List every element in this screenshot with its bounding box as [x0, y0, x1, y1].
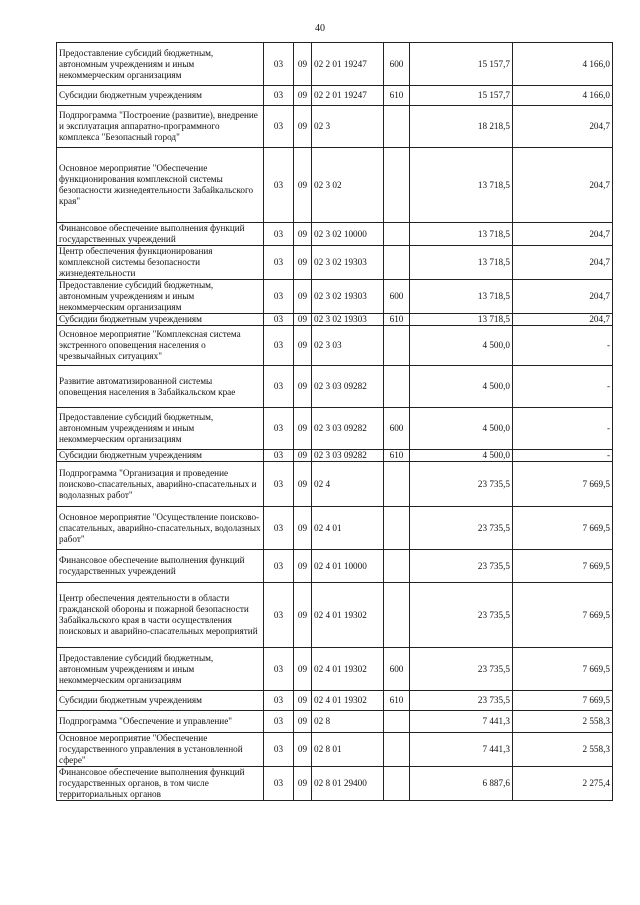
row-section: 03: [264, 43, 294, 86]
row-target-code: 02 4 01 19302: [312, 648, 384, 691]
row-name: Предоставление субсидий бюджетным, автономным учреждениям и иным некоммерческим организациям: [57, 408, 264, 450]
row-section: 03: [264, 246, 294, 280]
row-amount-actual: -: [513, 450, 613, 462]
table-row: [57, 450, 613, 462]
row-amount-actual: 204,7: [513, 314, 613, 326]
row-name: Финансовое обеспечение выполнения функций государственных учреждений: [57, 223, 264, 246]
row-name: Предоставление субсидий бюджетным, автономным учреждениям и иным некоммерческим организациям: [57, 280, 264, 314]
row-subsection: 09: [294, 106, 312, 148]
row-amount-actual: 2 558,3: [513, 711, 613, 733]
row-expense-type: 600: [384, 43, 410, 86]
table-row: [57, 223, 613, 246]
row-expense-type: [384, 583, 410, 648]
row-target-code: 02 3 02 10000: [312, 223, 384, 246]
row-subsection: 09: [294, 550, 312, 583]
row-name: Финансовое обеспечение выполнения функций государственных органов, в том числе территориальных органов: [57, 767, 264, 801]
row-name: Финансовое обеспечение выполнения функций государственных учреждений: [57, 550, 264, 583]
row-amount-actual: -: [513, 326, 613, 366]
row-name: Подпрограмма "Построение (развитие), внедрение и эксплуатация аппаратно-программного комплекса "Безопасный город": [57, 106, 264, 148]
row-amount-actual: 204,7: [513, 223, 613, 246]
row-expense-type: 610: [384, 314, 410, 326]
page-number: 40: [315, 23, 325, 34]
row-amount-plan: 15 157,7: [410, 86, 513, 106]
row-expense-type: [384, 711, 410, 733]
table-row: [57, 314, 613, 326]
row-target-code: 02 3 02 19303: [312, 246, 384, 280]
row-subsection: 09: [294, 648, 312, 691]
row-section: 03: [264, 507, 294, 550]
row-target-code: 02 4 01: [312, 507, 384, 550]
row-amount-plan: 18 218,5: [410, 106, 513, 148]
row-amount-plan: 4 500,0: [410, 450, 513, 462]
row-amount-plan: 23 735,5: [410, 550, 513, 583]
row-amount-actual: 7 669,5: [513, 648, 613, 691]
row-subsection: 09: [294, 246, 312, 280]
row-target-code: 02 3 02: [312, 148, 384, 223]
row-section: 03: [264, 648, 294, 691]
row-name: Центр обеспечения функционирования комплексной системы безопасности жизнедеятельности: [57, 246, 264, 280]
row-subsection: 09: [294, 314, 312, 326]
row-expense-type: [384, 507, 410, 550]
row-name: Предоставление субсидий бюджетным, автономным учреждениям и иным некоммерческим организациям: [57, 648, 264, 691]
row-target-code: 02 3: [312, 106, 384, 148]
row-amount-plan: 4 500,0: [410, 326, 513, 366]
row-expense-type: [384, 462, 410, 507]
row-name: Основное мероприятие "Обеспечение государственного управления в установленной сфере": [57, 733, 264, 767]
row-subsection: 09: [294, 462, 312, 507]
row-target-code: 02 3 03 09282: [312, 366, 384, 408]
row-subsection: 09: [294, 366, 312, 408]
row-amount-plan: 23 735,5: [410, 648, 513, 691]
row-subsection: 09: [294, 583, 312, 648]
row-name: Основное мероприятие "Осуществление поисково-спасательных, аварийно-спасательных, водолазных работ": [57, 507, 264, 550]
row-amount-plan: 4 500,0: [410, 366, 513, 408]
row-expense-type: [384, 326, 410, 366]
row-section: 03: [264, 462, 294, 507]
row-subsection: 09: [294, 148, 312, 223]
row-section: 03: [264, 314, 294, 326]
row-name: Подпрограмма "Обеспечение и управление": [57, 711, 264, 733]
row-subsection: 09: [294, 733, 312, 767]
row-amount-actual: -: [513, 408, 613, 450]
table-row: [57, 691, 613, 711]
row-name: Предоставление субсидий бюджетным, автономным учреждениям и иным некоммерческим организациям: [57, 43, 264, 86]
row-amount-plan: 15 157,7: [410, 43, 513, 86]
table-row: [57, 711, 613, 733]
row-target-code: 02 3 02 19303: [312, 314, 384, 326]
row-amount-plan: 23 735,5: [410, 583, 513, 648]
row-amount-actual: 7 669,5: [513, 583, 613, 648]
row-amount-actual: 7 669,5: [513, 462, 613, 507]
row-expense-type: 610: [384, 450, 410, 462]
row-amount-actual: 4 166,0: [513, 43, 613, 86]
table-row: [57, 106, 613, 148]
row-section: 03: [264, 711, 294, 733]
table-row: [57, 507, 613, 550]
row-name: Основное мероприятие "Обеспечение функционирования комплексной системы безопасности жизнедеятельности Забайкальского края": [57, 148, 264, 223]
row-section: 03: [264, 326, 294, 366]
row-target-code: 02 2 01 19247: [312, 43, 384, 86]
table-row: [57, 43, 613, 86]
row-section: 03: [264, 106, 294, 148]
row-name: Основное мероприятие "Комплексная система экстренного оповещения населения о чрезвычайных ситуациях": [57, 326, 264, 366]
table-row: [57, 366, 613, 408]
row-amount-actual: -: [513, 366, 613, 408]
table-row: [57, 733, 613, 767]
row-target-code: 02 8: [312, 711, 384, 733]
table-row: [57, 280, 613, 314]
row-subsection: 09: [294, 86, 312, 106]
row-target-code: 02 3 02 19303: [312, 280, 384, 314]
row-subsection: 09: [294, 326, 312, 366]
row-section: 03: [264, 450, 294, 462]
row-amount-actual: 204,7: [513, 148, 613, 223]
row-target-code: 02 4 01 19302: [312, 583, 384, 648]
row-name: Субсидии бюджетным учреждениям: [57, 691, 264, 711]
row-subsection: 09: [294, 408, 312, 450]
row-target-code: 02 3 03 09282: [312, 450, 384, 462]
row-section: 03: [264, 366, 294, 408]
row-expense-type: [384, 733, 410, 767]
row-section: 03: [264, 767, 294, 801]
row-expense-type: [384, 550, 410, 583]
table-row: [57, 648, 613, 691]
row-amount-actual: 2 558,3: [513, 733, 613, 767]
row-target-code: 02 3 03 09282: [312, 408, 384, 450]
row-amount-plan: 6 887,6: [410, 767, 513, 801]
row-section: 03: [264, 280, 294, 314]
row-name: Субсидии бюджетным учреждениям: [57, 450, 264, 462]
table-row: [57, 246, 613, 280]
row-subsection: 09: [294, 507, 312, 550]
row-section: 03: [264, 223, 294, 246]
table-row: [57, 550, 613, 583]
row-amount-actual: 7 669,5: [513, 550, 613, 583]
row-section: 03: [264, 550, 294, 583]
row-expense-type: [384, 106, 410, 148]
row-expense-type: [384, 246, 410, 280]
row-amount-plan: 7 441,3: [410, 711, 513, 733]
row-expense-type: 600: [384, 280, 410, 314]
row-target-code: 02 8 01: [312, 733, 384, 767]
row-amount-plan: 23 735,5: [410, 691, 513, 711]
row-section: 03: [264, 691, 294, 711]
row-amount-actual: 204,7: [513, 246, 613, 280]
table-row: [57, 462, 613, 507]
row-amount-plan: 13 718,5: [410, 314, 513, 326]
row-expense-type: [384, 767, 410, 801]
row-subsection: 09: [294, 767, 312, 801]
row-name: Подпрограмма "Организация и проведение поисково-спасательных, аварийно-спасательных и водолазных работ": [57, 462, 264, 507]
row-target-code: 02 2 01 19247: [312, 86, 384, 106]
row-amount-actual: 2 275,4: [513, 767, 613, 801]
row-target-code: 02 8 01 29400: [312, 767, 384, 801]
row-expense-type: 600: [384, 408, 410, 450]
row-expense-type: [384, 223, 410, 246]
table-row: [57, 408, 613, 450]
row-amount-plan: 23 735,5: [410, 462, 513, 507]
row-amount-plan: 13 718,5: [410, 223, 513, 246]
row-section: 03: [264, 148, 294, 223]
row-amount-actual: 204,7: [513, 280, 613, 314]
table-row: [57, 326, 613, 366]
row-amount-plan: 13 718,5: [410, 280, 513, 314]
row-subsection: 09: [294, 223, 312, 246]
row-expense-type: 610: [384, 691, 410, 711]
row-section: 03: [264, 408, 294, 450]
row-amount-plan: 13 718,5: [410, 148, 513, 223]
table-row: [57, 583, 613, 648]
row-subsection: 09: [294, 691, 312, 711]
row-target-code: 02 3 03: [312, 326, 384, 366]
table-row: [57, 767, 613, 801]
row-section: 03: [264, 583, 294, 648]
row-expense-type: [384, 366, 410, 408]
table-row: [57, 148, 613, 223]
row-amount-actual: 7 669,5: [513, 691, 613, 711]
budget-table: [56, 42, 613, 801]
row-amount-plan: 13 718,5: [410, 246, 513, 280]
row-name: Субсидии бюджетным учреждениям: [57, 86, 264, 106]
row-amount-plan: 7 441,3: [410, 733, 513, 767]
row-name: Центр обеспечения деятельности в области гражданской обороны и пожарной безопасности Забайкальского края в части осуществления поисковых и аварийно-спасательных мероприятий: [57, 583, 264, 648]
row-name: Развитие автоматизированной системы оповещения населения в Забайкальском крае: [57, 366, 264, 408]
row-expense-type: 600: [384, 648, 410, 691]
row-expense-type: 610: [384, 86, 410, 106]
row-subsection: 09: [294, 280, 312, 314]
row-name: Субсидии бюджетным учреждениям: [57, 314, 264, 326]
table-row: [57, 86, 613, 106]
row-amount-actual: 204,7: [513, 106, 613, 148]
row-target-code: 02 4 01 19302: [312, 691, 384, 711]
row-amount-actual: 4 166,0: [513, 86, 613, 106]
row-amount-actual: 7 669,5: [513, 507, 613, 550]
row-amount-plan: 23 735,5: [410, 507, 513, 550]
row-target-code: 02 4 01 10000: [312, 550, 384, 583]
row-amount-plan: 4 500,0: [410, 408, 513, 450]
row-subsection: 09: [294, 43, 312, 86]
row-target-code: 02 4: [312, 462, 384, 507]
row-subsection: 09: [294, 711, 312, 733]
row-subsection: 09: [294, 450, 312, 462]
row-expense-type: [384, 148, 410, 223]
row-section: 03: [264, 86, 294, 106]
row-section: 03: [264, 733, 294, 767]
